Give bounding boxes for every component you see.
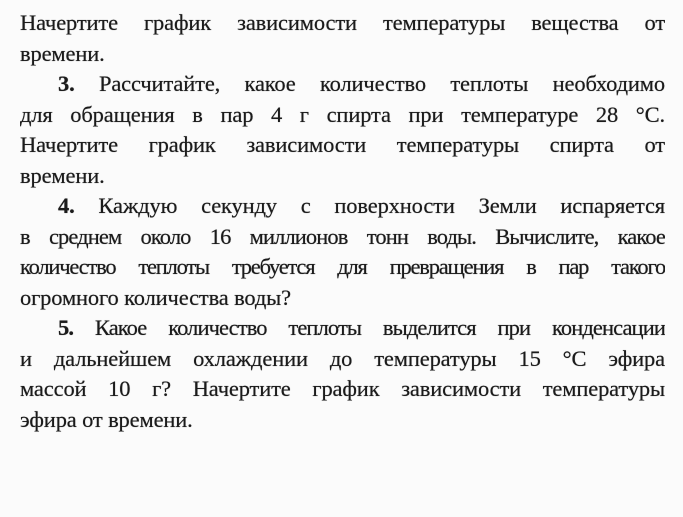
text-line: Какое количество теплоты выделится при конденсации — [94, 315, 665, 340]
text-line: массой 10 г? Начертите график зависимости температуры — [20, 376, 665, 401]
text-line: огромного количества воды? — [20, 284, 291, 310]
problem-number: 5. — [58, 315, 74, 340]
text-line: эфира от времени. — [20, 406, 193, 432]
problem-text — [20, 8, 665, 435]
text-line: Рассчитайте, какое количество теплоты необходимо — [98, 71, 665, 96]
text-line: количество теплоты требуется для превращения в пар такого — [20, 254, 665, 279]
text-line: Каждую секунду с поверхности Земли испаряется — [98, 193, 665, 218]
problem-3 — [20, 69, 665, 191]
problem-number: 4. — [58, 193, 75, 218]
text-line: времени. — [20, 162, 105, 188]
paragraph-continuation — [20, 8, 665, 69]
text-line: и дальнейшем охлаждении до температуры 15 °С эфира — [20, 345, 665, 371]
text-line: в среднем около 16 миллионов тонн воды. Вычислите, какое — [20, 223, 665, 249]
problem-5 — [20, 313, 665, 435]
text-line: Начертите график зависимости температуры спирта от — [20, 132, 665, 157]
problem-number: 3. — [58, 71, 75, 96]
text-line: Начертите график зависимости температуры вещества от — [20, 10, 665, 35]
problem-4 — [20, 191, 665, 313]
text-line: для обращения в пар 4 г спирта при температуре 28 °С. — [20, 101, 665, 127]
text-line: времени. — [20, 40, 105, 66]
